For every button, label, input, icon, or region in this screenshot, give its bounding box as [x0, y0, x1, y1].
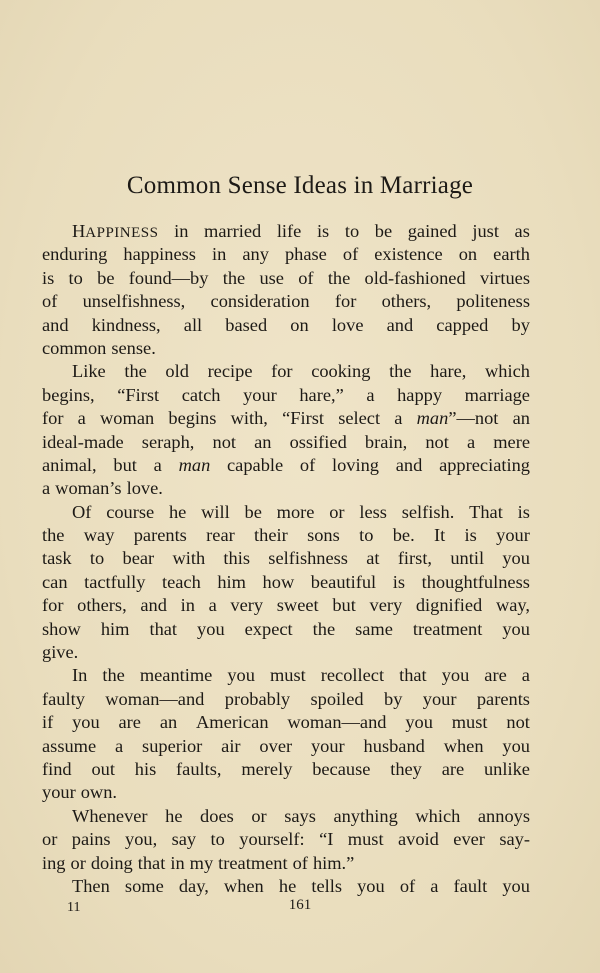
chapter-title: Common Sense Ideas in Marriage	[126, 172, 474, 199]
text-line: begins, “First catch your hare,” a happy marriage	[42, 384, 530, 405]
text-line: common sense.	[42, 337, 156, 358]
text-line: assume a superior air over your husband when you	[42, 735, 530, 756]
text-line: Whenever he does or says anything which annoys	[72, 805, 530, 826]
text-line: is to be found—by the use of the old-fashioned virtues	[42, 267, 530, 288]
text-line: a woman’s love.	[42, 478, 163, 499]
text-line: for others, and in a very sweet but very dignified way,	[42, 595, 530, 616]
text-line: HAPPINESS in married life is to be gained just as	[42, 220, 530, 243]
text-line: give.	[42, 642, 79, 663]
opening-word: HAPPINESS	[72, 221, 159, 241]
text-line: Then some day, when he tells you of a fault you	[72, 875, 530, 896]
text-line: Like the old recipe for cooking the hare, which	[72, 361, 530, 382]
text-line: for a woman begins with, “First select a man”—not an	[42, 408, 530, 429]
text-line: if you are an American woman—and you must not	[42, 712, 530, 733]
signature-mark: 11	[67, 900, 81, 915]
page-number: 161	[288, 897, 312, 913]
text-line: enduring happiness in any phase of existence on earth	[42, 244, 530, 265]
text-line: find out his faults, merely because they are unlike	[42, 758, 530, 779]
text-line: ing or doing that in my treatment of him.”	[42, 852, 355, 873]
text-line: can tactfully teach him how beautiful is thoughtfulness	[42, 571, 530, 592]
text-line: your own.	[42, 782, 117, 803]
text-line: and kindness, all based on love and capped by	[42, 314, 530, 335]
text-line: ideal-made seraph, not an ossified brain, not a mere	[42, 431, 530, 452]
text-line: or pains you, say to yourself: “I must avoid ever say-	[42, 829, 530, 850]
text-line: faulty woman—and probably spoiled by your parents	[42, 688, 530, 709]
text-line: the way parents rear their sons to be. It is your	[42, 525, 530, 546]
text-line: animal, but a man capable of loving and appreciating	[42, 454, 530, 475]
text-line: Of course he will be more or less selfish. That is	[72, 501, 530, 522]
text-line: of unselfishness, consideration for others, politeness	[42, 291, 530, 312]
text-line: In the meantime you must recollect that you are a	[72, 665, 530, 686]
body-text	[42, 220, 530, 898]
text-line: show him that you expect the same treatment you	[42, 618, 530, 639]
text-line: task to bear with this selfishness at first, until you	[42, 548, 530, 569]
